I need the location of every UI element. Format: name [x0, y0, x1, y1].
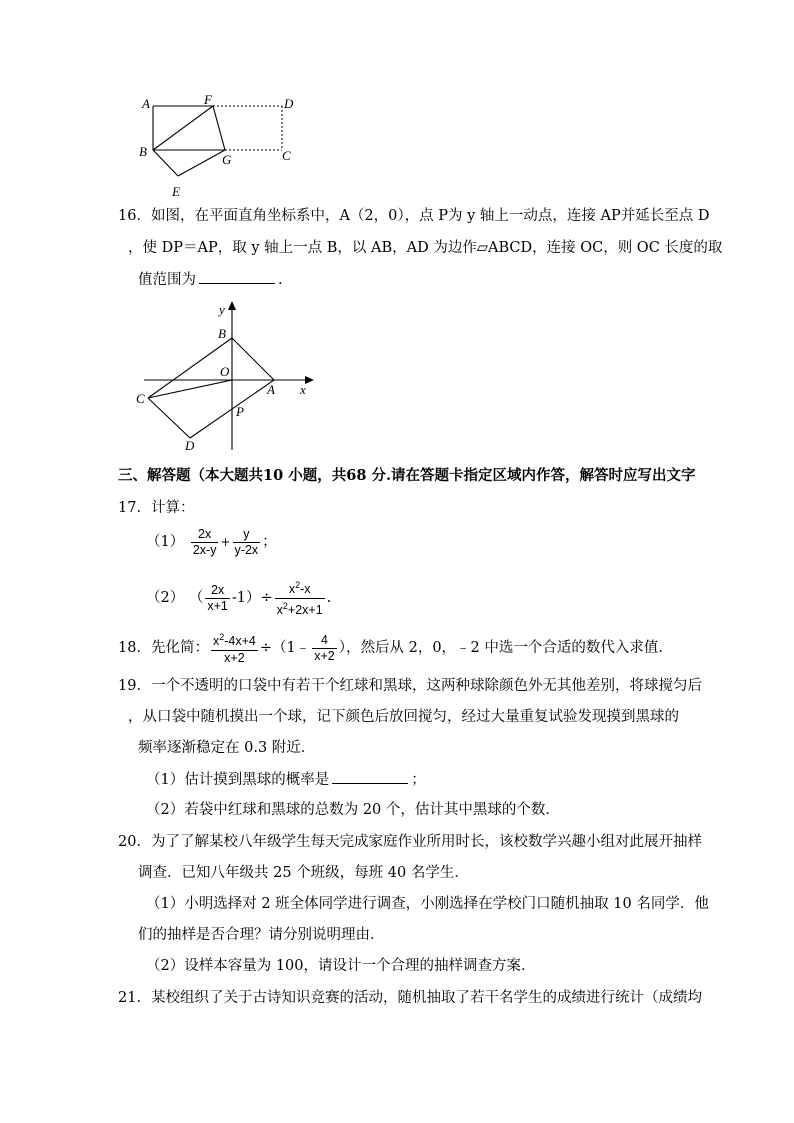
q16-end: . — [278, 272, 283, 288]
q18-fraction1 — [211, 630, 258, 665]
q19-line1: 19．一个不透明的口袋中有若干个红球和黑球，这两种球除颜色外无其他差别，将球搅匀后 — [118, 678, 702, 694]
q17-p2-end: . — [326, 590, 332, 606]
label-g: G — [222, 152, 232, 167]
q20-line2: 调查．已知八年级共 25 个班级，每班 40 名学生． — [138, 865, 469, 881]
q16-line1: 16．如图，在平面直角坐标系中，A（2，0），点 P为 y 轴上一动点，连接 AP并延长至点 D — [118, 208, 710, 224]
q19-line3: 频率逐渐稳定在 0.3 附近． — [138, 740, 316, 756]
label-f: F — [204, 92, 212, 107]
num-part: -x — [300, 582, 311, 597]
q18 — [118, 628, 673, 668]
q19-p1-end: ； — [411, 772, 426, 788]
label-b: B — [139, 144, 147, 159]
denominator: x+2 — [224, 650, 245, 665]
label-c: C — [136, 391, 145, 406]
label-a: A — [142, 96, 150, 111]
q20-part1-line2: 们的抽样是否合理？请分别说明理由． — [138, 927, 385, 943]
den-part: +2x+1 — [287, 602, 323, 617]
q19-answer-blank[interactable] — [332, 769, 408, 784]
label-o: O — [220, 364, 230, 379]
q16-answer-blank[interactable] — [199, 269, 275, 284]
denominator: x+2 — [314, 648, 335, 663]
q16-line3 — [138, 269, 283, 290]
denominator: y-2x — [234, 542, 259, 557]
q17-title: 17．计算： — [118, 500, 195, 516]
q17-p1-label: （1） — [146, 534, 185, 550]
figure-q15 — [130, 90, 310, 205]
numerator: 2x — [191, 527, 219, 543]
q17-p1-end: ； — [262, 534, 277, 550]
numerator — [275, 578, 325, 598]
q17-p2-fraction1 — [205, 583, 230, 614]
num-exponent: 2 — [295, 580, 301, 591]
denominator — [275, 599, 325, 618]
q16-line2: ，使 DP＝AP，取 y 轴上一点 B，以 AB，AD 为边作▱ABCD，连接 OC，则 OC 长度的取 — [128, 240, 723, 256]
open-paren: （ — [188, 590, 204, 606]
q18-post: ），然后从 2，0，﹣2 中选一个合适的数代入求值． — [338, 640, 673, 656]
numerator: y — [233, 527, 261, 543]
q19-p1-text: （1）估计摸到黑球的概率是 — [146, 772, 330, 788]
label-a: A — [267, 382, 275, 397]
numerator — [211, 630, 258, 650]
q20-part1-line1: （1）小明选择对 2 班全体同学进行调查，小刚选择在学校门口随机抽取 10 名同学．他 — [146, 896, 709, 912]
num-part: x — [212, 634, 220, 649]
q18-mid: ÷（1﹣ — [259, 640, 311, 656]
q19-line2: ，从口袋中随机摸出一个球，记下颜色后放回搅匀，经过大量重复试验发现摸到黑球的 — [128, 709, 679, 725]
axis-x-label: x — [300, 382, 306, 397]
den-part: x — [276, 602, 283, 617]
q16-line3-text: 值范围为 — [138, 272, 196, 288]
q18-fraction2 — [312, 633, 337, 664]
figure-q16 — [130, 298, 320, 458]
q17-part1 — [146, 524, 277, 560]
num-exponent: 2 — [219, 632, 225, 643]
axis-y-label: y — [219, 302, 225, 317]
plus-sign: + — [220, 535, 231, 549]
denominator: 2x-y — [192, 542, 217, 557]
q21-line1: 21．某校组织了关于古诗知识竞赛的活动，随机抽取了若干名学生的成绩进行统计（成绩均 — [118, 990, 702, 1006]
numerator: 2x — [205, 583, 230, 599]
q17-part2 — [146, 578, 331, 618]
numerator: 4 — [312, 633, 337, 649]
denominator: x+1 — [207, 598, 228, 613]
q20-part2: （2）设样本容量为 100，请设计一个合理的抽样调查方案． — [146, 958, 536, 974]
q17-p2-fraction2 — [275, 578, 325, 617]
num-part: x — [288, 582, 296, 597]
q18-pre: 18．先化简： — [118, 640, 209, 656]
q17-p2-minus: -1）÷ — [231, 590, 273, 606]
label-b: B — [218, 326, 226, 341]
q17-p2-label: （2） — [146, 590, 185, 606]
q17-p1-fraction2 — [233, 527, 261, 558]
label-c: C — [282, 148, 291, 163]
label-e: E — [172, 184, 180, 199]
num-part: -4x+4 — [224, 634, 256, 649]
q17-p1-fraction1 — [191, 527, 219, 558]
section-3-heading: 三、解答题（本大题共10 小题，共68 分.请在答题卡指定区域内作答，解答时应写出文字 — [118, 467, 696, 484]
q19-part1 — [146, 769, 426, 790]
label-d: D — [185, 438, 195, 453]
label-d: D — [284, 96, 294, 111]
q20-line1: 20．为了了解某校八年级学生每天完成家庭作业所用时长，该校数学兴趣小组对此展开抽样 — [118, 834, 702, 850]
q19-part2: （2）若袋中红球和黑球的总数为 20 个，估计其中黑球的个数． — [146, 802, 560, 818]
den-exponent: 2 — [282, 600, 288, 611]
label-p: P — [236, 404, 244, 419]
